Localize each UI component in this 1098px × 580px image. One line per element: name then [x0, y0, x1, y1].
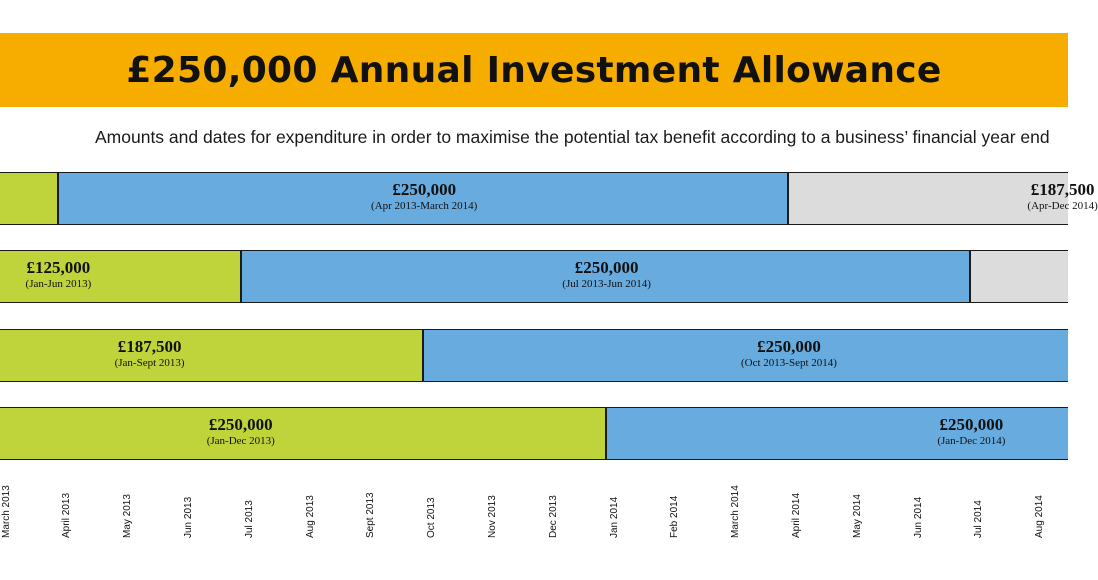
bar-segment-green — [0, 329, 423, 382]
page-title: £250,000 Annual Investment Allowance — [126, 49, 942, 91]
bar-segment-green — [0, 172, 58, 225]
axis-tick-label: Sept 2013 — [365, 492, 377, 538]
segment-label — [562, 258, 651, 291]
axis-tick-label: April 2013 — [61, 492, 73, 538]
axis-tick-label: April 2014 — [791, 492, 802, 538]
axis-tick-label: May 2013 — [122, 494, 134, 538]
segment-amount: £187,500 — [1030, 180, 1095, 199]
segment-label — [1027, 180, 1097, 213]
segment-amount: £250,000 — [392, 180, 457, 199]
axis-tick-label: May 2014 — [851, 494, 863, 538]
segment-label — [371, 180, 477, 213]
axis-tick-label: Nov 2013 — [487, 495, 498, 538]
segment-label — [115, 337, 185, 370]
bar-segment-blue — [423, 329, 1068, 382]
axis-tick-label: Jun 2013 — [183, 496, 194, 538]
bar-segment-green — [0, 407, 606, 460]
timeline-row-3 — [0, 329, 1068, 382]
segment-amount: £250,000 — [208, 415, 273, 434]
segment-period: (Apr 2013-March 2014) — [371, 200, 478, 212]
segment-period: (Jan-Dec 2013) — [206, 435, 275, 447]
bar-segment-grey — [970, 250, 1068, 303]
axis-tick-label: Oct 2013 — [426, 497, 438, 538]
axis-tick-label: Aug 2014 — [1034, 495, 1046, 538]
bar-segment-blue — [241, 250, 971, 303]
segment-label — [741, 337, 837, 370]
axis-tick-label: Dec 2013 — [547, 495, 559, 538]
axis-tick-label: March 2014 — [730, 485, 742, 538]
segment-amount: £125,000 — [26, 258, 91, 277]
axis-tick-label: Jan 2014 — [608, 496, 620, 538]
bar-segment-blue — [58, 172, 788, 225]
segment-period: (Jan-Dec 2014) — [937, 435, 1006, 447]
axis-tick-label: March 2013 — [0, 485, 12, 538]
segment-period: (Jan-Sept 2013) — [114, 357, 185, 369]
bar-segment-grey — [788, 172, 1098, 225]
segment-amount: £250,000 — [757, 337, 821, 356]
axis-tick-label: Jun 2014 — [912, 496, 924, 538]
segment-period: (Jan-Jun 2013) — [25, 278, 92, 290]
bar-segment-blue — [606, 407, 1068, 460]
segment-amount: £187,500 — [117, 337, 182, 356]
chart-subtitle: Amounts and dates for expenditure in order to maximise the potential tax benefit according to a business’ financial year end — [95, 127, 1050, 147]
bar-segment-green — [0, 250, 241, 303]
title-banner — [0, 33, 1068, 107]
axis-tick-label: Jul 2013 — [243, 500, 255, 538]
timeline-row-4 — [0, 407, 1068, 460]
segment-amount: £250,000 — [574, 258, 639, 277]
timeline-row-2 — [0, 250, 1068, 303]
segment-label — [26, 258, 92, 291]
segment-amount: £250,000 — [939, 415, 1004, 434]
segment-label — [207, 415, 275, 448]
axis-tick-label: Feb 2014 — [669, 495, 681, 538]
segment-period: (Apr-Dec 2014) — [1027, 200, 1098, 212]
axis-tick-label: Aug 2013 — [304, 495, 316, 538]
segment-period: (Jul 2013-Jun 2014) — [562, 278, 651, 290]
segment-period: (Oct 2013-Sept 2014) — [741, 357, 837, 369]
axis-tick-label: Jul 2014 — [973, 500, 985, 538]
segment-label — [937, 415, 1005, 448]
timeline-row-1 — [0, 172, 1098, 225]
